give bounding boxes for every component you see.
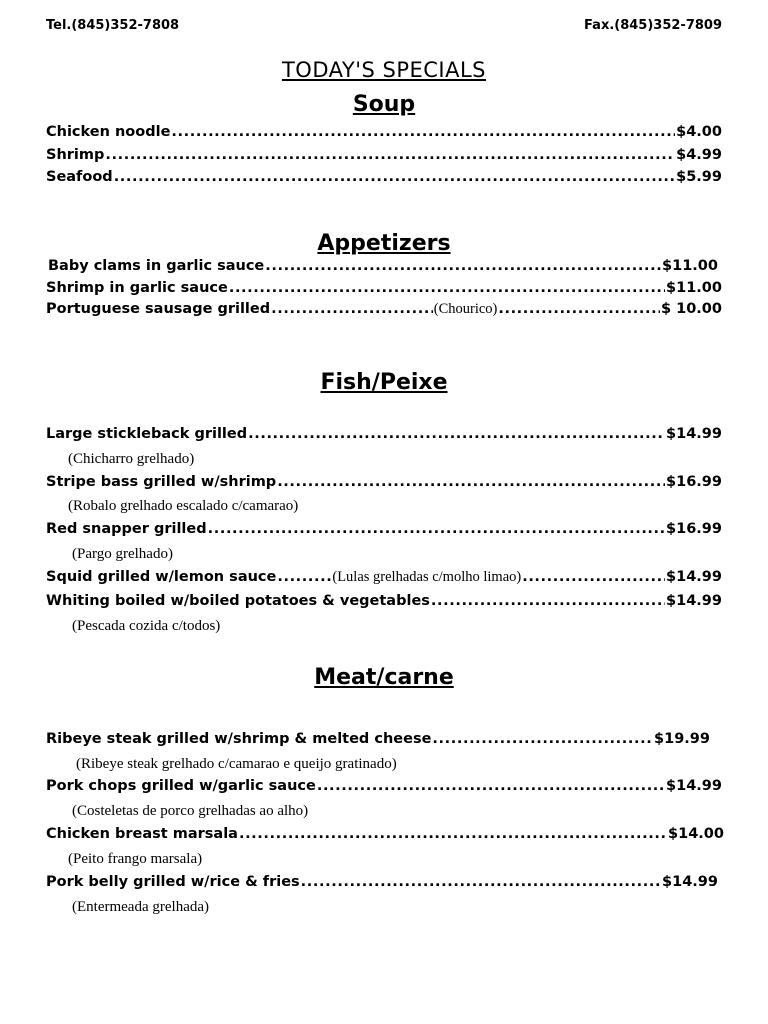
item-translation: (Chicharro grelhado) <box>68 451 195 467</box>
item-price: $14.99 <box>662 874 718 890</box>
menu-item <box>46 474 722 496</box>
item-price: $14.99 <box>666 593 722 609</box>
item-name: Portuguese sausage grilled <box>46 301 271 317</box>
dot-leader <box>239 826 667 842</box>
item-name: Shrimp <box>46 147 105 163</box>
section-heading-appetizers: Appetizers <box>317 231 451 256</box>
item-name: Chicken noodle <box>46 124 171 140</box>
dot-leader <box>522 569 665 585</box>
menu-item <box>46 593 722 615</box>
menu-item <box>46 874 718 896</box>
menu-item <box>46 280 722 302</box>
item-name: Large stickleback grilled <box>46 426 248 442</box>
fax-number: Fax.(845)352-7809 <box>584 18 722 33</box>
menu-item <box>46 521 722 543</box>
item-price: $19.99 <box>654 731 710 747</box>
item-name: Chicken breast marsala <box>46 826 238 842</box>
dot-leader <box>171 124 675 140</box>
menu-item <box>46 301 722 323</box>
menu-item <box>46 569 722 591</box>
telephone-number: Tel.(845)352-7808 <box>46 18 180 33</box>
item-translation: (Ribeye steak grelhado c/camarao e queijo gratinado) <box>76 756 397 772</box>
item-name: Pork chops grilled w/garlic sauce <box>46 778 316 794</box>
dot-leader <box>301 874 661 890</box>
item-price: $11.00 <box>662 258 718 274</box>
item-translation: (Chourico) <box>433 301 498 317</box>
section-heading-meat: Meat/carne <box>314 665 454 690</box>
item-name: Ribeye steak grilled w/shrimp & melted cheese <box>46 731 432 747</box>
item-name: Squid grilled w/lemon sauce <box>46 569 277 585</box>
menu-item <box>46 147 722 169</box>
dot-leader <box>317 778 665 794</box>
item-price: $5.99 <box>676 169 722 185</box>
dot-leader <box>105 147 675 163</box>
page-title: TODAY'S SPECIALS <box>281 58 486 82</box>
menu-item <box>46 778 722 800</box>
dot-leader <box>248 426 665 442</box>
item-name: Pork belly grilled w/rice & fries <box>46 874 300 890</box>
item-price: $4.99 <box>676 147 722 163</box>
item-name: Red snapper grilled <box>46 521 207 537</box>
item-price: $16.99 <box>666 521 722 537</box>
menu-item <box>46 731 710 753</box>
dot-leader <box>277 569 331 585</box>
item-name: Whiting boiled w/boiled potatoes & vegetables <box>46 593 430 609</box>
dot-leader <box>208 521 665 537</box>
item-translation: (Robalo grelhado escalado c/camarao) <box>68 498 299 514</box>
dot-leader <box>498 301 660 317</box>
item-translation: (Entermeada grelhada) <box>72 899 209 915</box>
item-name: Stripe bass grilled w/shrimp <box>46 474 277 490</box>
item-name: Shrimp in garlic sauce <box>46 280 228 296</box>
dot-leader <box>265 258 661 274</box>
section-heading-fish: Fish/Peixe <box>320 370 448 395</box>
item-name: Baby clams in garlic sauce <box>48 258 265 274</box>
dot-leader <box>229 280 665 296</box>
item-translation: (Pescada cozida c/todos) <box>72 618 221 634</box>
dot-leader <box>431 593 665 609</box>
item-price: $ 10.00 <box>660 301 722 317</box>
menu-item <box>46 124 722 146</box>
item-translation: (Pargo grelhado) <box>72 546 173 562</box>
item-translation: (Costeletas de porco grelhadas ao alho) <box>72 803 309 819</box>
dot-leader <box>277 474 665 490</box>
menu-item <box>46 169 722 191</box>
item-price: $14.99 <box>666 569 722 585</box>
item-translation: (Peito frango marsala) <box>68 851 203 867</box>
menu-item <box>46 826 724 848</box>
item-price: $11.00 <box>666 280 722 296</box>
item-translation: (Lulas grelhadas c/molho limao) <box>332 569 522 585</box>
menu-item <box>46 426 722 448</box>
item-price: $14.00 <box>668 826 724 842</box>
item-name: Seafood <box>46 169 113 185</box>
menu-item <box>48 258 718 280</box>
item-price: $14.99 <box>666 426 722 442</box>
section-heading-soup: Soup <box>352 92 416 117</box>
dot-leader <box>114 169 675 185</box>
item-price: $16.99 <box>666 474 722 490</box>
item-price: $14.99 <box>666 778 722 794</box>
item-price: $4.00 <box>676 124 722 140</box>
dot-leader <box>271 301 433 317</box>
dot-leader <box>432 731 653 747</box>
